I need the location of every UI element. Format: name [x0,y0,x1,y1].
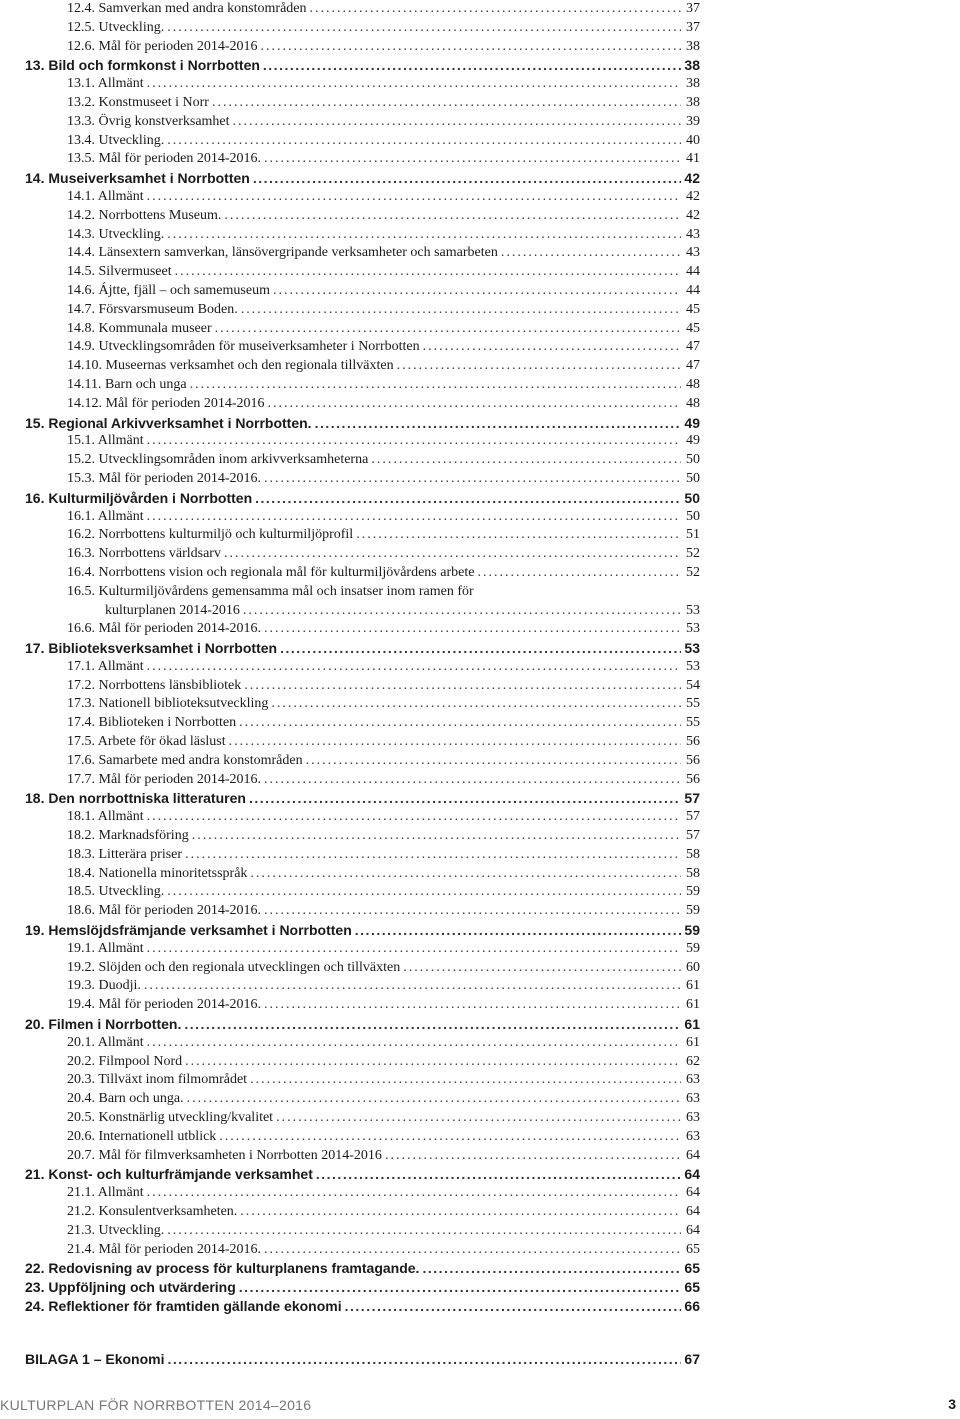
dot-leader [239,714,681,733]
toc-entry-label: 18.6. Mål för perioden 2014-2016. [67,903,262,919]
toc-subsection-entry [25,583,700,602]
toc-entry-page: 53 [686,602,700,618]
toc-entry-page: 61 [686,997,700,1013]
dot-leader [264,902,681,921]
dot-leader [212,94,681,113]
toc-entry-label: 14.7. Försvarsmuseum Boden. [67,301,238,317]
toc-entry-page: 61 [686,1034,700,1050]
dot-leader [147,75,681,94]
page-footer [0,1395,960,1419]
toc-entry-page: 40 [686,132,700,148]
toc-entry-page: 53 [686,658,700,674]
toc-subsection-entry [25,714,700,733]
dot-leader [147,808,681,827]
toc-subsection-entry [25,94,700,113]
toc-entry-label: BILAGA 1 – Ekonomi [25,1350,165,1367]
dot-leader [385,1147,681,1166]
toc-entry-page: 37 [686,19,700,35]
toc-entry-page: 59 [684,922,700,939]
toc-entry-label: 16.2. Norrbottens kulturmiljö och kulturmiljöprofil [67,527,354,543]
toc-entry-label: 14.5. Silvermuseet [67,264,172,280]
toc-entry-label: 19. Hemslöjdsfrämjande verksamhet i Norrbotten [25,922,352,939]
dot-leader [250,1071,681,1090]
toc-subsection-entry [25,1034,700,1053]
toc-entry-page: 56 [686,734,700,750]
dot-leader [240,1203,681,1222]
toc-subsection-entry [25,432,700,451]
toc-subsection-entry [25,0,700,19]
toc-entry-label: 14.4. Länsextern samverkan, länsövergripande verksamheter och samarbeten [67,245,498,261]
dot-leader [264,620,681,639]
toc-subsection-entry [25,150,700,169]
toc-entry-label: 13.3. Övrig konstverksamhet [67,113,230,129]
dot-leader [185,846,681,865]
dot-leader [239,1278,681,1297]
toc-entry-label: 17.4. Biblioteken i Norrbotten [67,715,237,731]
toc-entry-label: 16.4. Norrbottens vision och regionala mål för kulturmiljövårdens arbete [67,564,475,580]
toc-entry-page: 39 [686,113,700,129]
toc-section-entry [25,414,700,433]
toc-subsection-entry [25,1128,700,1147]
toc-entry-page: 42 [684,170,700,187]
toc-entry-page: 58 [686,846,700,862]
dot-leader [224,545,681,564]
toc-entry-page: 38 [684,57,700,74]
toc-subsection-entry [25,827,700,846]
toc-entry-label: 17.6. Samarbete med andra konstområden [67,752,303,768]
dot-leader [243,602,681,621]
toc-entry-page: 59 [686,940,700,956]
toc-subsection-entry [25,752,700,771]
toc-entry-page: 43 [686,245,700,261]
toc-entry-label: 16. Kulturmiljövården i Norrbotten [25,489,253,506]
toc-entry-label: 16.3. Norrbottens världsarv [67,546,221,562]
toc-entry-page: 53 [686,621,700,637]
toc-subsection-entry [25,959,700,978]
toc-entry-label: 16.6. Mål för perioden 2014-2016. [67,621,262,637]
toc-subsection-entry [25,19,700,38]
dot-leader [371,451,681,470]
toc-entry-label: 14.10. Museernas verksamhet och den regionala tillväxten [67,358,394,374]
toc-entry-label: 18.4. Nationella minoritetsspråk [67,865,248,881]
toc-subsection-entry [25,113,700,132]
toc-subsection-entry [25,188,700,207]
toc-entry-label: 20.3. Tillväxt inom filmområdet [67,1072,248,1088]
dot-leader [147,658,681,677]
toc-entry-page: 64 [686,1204,700,1219]
toc-entry-label: 17.2. Norrbottens länsbibliotek [67,677,242,693]
toc-subsection-entry [25,470,700,489]
toc-subsection-entry [25,451,700,470]
toc-entry-label: 19.3. Duodji. [67,978,141,994]
dot-leader [229,733,681,752]
toc-entry-label: 19.1. Allmänt [67,940,144,956]
toc-entry-page: 65 [686,1241,700,1257]
dot-leader [190,376,681,395]
dot-leader [477,564,681,583]
dot-leader [215,320,681,339]
toc-entry-label: 16.1. Allmänt [67,508,144,524]
toc-entry-page: 49 [686,433,700,449]
toc-subsection-entry [25,320,700,339]
toc-entry-label: 14.6. Ájtte, fjäll – och samemuseum [67,282,270,298]
toc-entry-label: 13. Bild och formkonst i Norrbotten [25,57,260,74]
toc-subsection-entry [25,526,700,545]
toc-subsection-entry [25,1090,700,1109]
toc-subsection-entry [25,695,700,714]
dot-leader [306,752,681,771]
toc-entry-label: 21. Konst- och kulturfrämjande verksamhet [25,1166,313,1183]
toc-entry-label: 20.6. Internationell utblick [67,1128,217,1144]
toc-section-entry [25,1165,700,1184]
toc-subsection-entry [25,677,700,696]
dot-leader [422,1259,681,1278]
toc-entry-label: 14.2. Norrbottens Museum. [67,207,222,223]
toc-entry-page: 37 [686,1,700,16]
toc-entry-page: 51 [686,527,700,543]
toc-subsection-entry [25,940,700,959]
dot-leader [264,470,681,489]
dot-leader [184,1015,681,1034]
toc-subsection-entry [25,996,700,1015]
dot-leader [273,282,681,301]
toc-entry-label: 20.2. Filmpool Nord [67,1053,183,1069]
toc-subsection-entry [25,508,700,527]
toc-entry-label: 14.3. Utveckling. [67,226,165,242]
toc-entry-page: 43 [686,226,700,242]
toc-entry-label: 13.1. Allmänt [67,76,144,92]
toc-appendix-entry [25,1350,700,1369]
dot-leader [147,432,681,451]
spacer [25,1316,700,1350]
dot-leader [253,169,681,188]
toc-subsection-entry [25,1147,700,1166]
dot-leader [264,150,681,169]
toc-entry-page: 61 [684,1016,700,1033]
dot-leader [316,1165,681,1184]
table-of-contents [25,0,700,1369]
toc-entry-page: 45 [686,301,700,317]
toc-section-entry [25,1015,700,1034]
toc-entry-page: 55 [686,696,700,712]
toc-entry-page: 64 [686,1185,700,1201]
dot-leader [144,977,681,996]
toc-entry-page: 42 [686,207,700,223]
toc-subsection-entry [25,38,700,57]
toc-entry-page: 60 [686,959,700,975]
dot-leader [167,226,681,245]
toc-section-entry [25,1297,700,1316]
toc-entry-page: 66 [684,1297,700,1314]
toc-entry-label: 22. Redovisning av process för kulturplanens framtagande. [25,1260,420,1277]
toc-subsection-entry [25,1184,700,1203]
toc-entry-page: 48 [686,376,700,392]
toc-entry-label: 17.1. Allmänt [67,658,144,674]
dot-leader [249,789,681,808]
dot-leader [345,1297,681,1316]
toc-entry-page: 52 [686,564,700,580]
toc-entry-page: 62 [686,1053,700,1069]
toc-subsection-entry [25,357,700,376]
dot-leader [315,414,681,433]
toc-entry-page: 38 [686,76,700,92]
toc-subsection-entry [25,883,700,902]
dot-leader [310,0,682,19]
dot-leader [280,639,681,658]
toc-subsection-entry [25,301,700,320]
toc-entry-label: 21.1. Allmänt [67,1185,144,1201]
dot-leader [397,357,681,376]
toc-entry-page: 57 [686,828,700,844]
dot-leader [185,1053,681,1072]
toc-entry-page: 50 [686,452,700,468]
toc-subsection-entry [25,620,700,639]
toc-entry-page: 55 [686,715,700,731]
toc-entry-label: 14.11. Barn och unga [67,376,187,392]
toc-entry-page: 65 [684,1260,700,1277]
toc-entry-page: 42 [686,188,700,204]
toc-entry-label: 21.2. Konsulentverksamheten. [67,1204,238,1219]
toc-entry-page: 38 [686,38,700,54]
dot-leader [175,263,681,282]
toc-subsection-entry [25,1071,700,1090]
toc-entry-label: 12.5. Utveckling. [67,19,165,35]
dot-leader [219,1128,681,1147]
dot-leader [224,207,681,226]
dot-leader [168,1350,681,1369]
toc-subsection-entry [25,846,700,865]
toc-entry-label: 21.3. Utveckling. [67,1222,165,1238]
toc-entry-label: 17.7. Mål för perioden 2014-2016. [67,771,262,787]
toc-entry-label: 24. Reflektioner för framtiden gällande ekonomi [25,1297,342,1314]
toc-entry-label: 14.12. Mål för perioden 2014-2016 [67,395,265,411]
toc-subsection-entry [25,1053,700,1072]
toc-section-entry [25,1259,700,1278]
dot-leader [264,1241,681,1260]
dot-leader [264,771,681,790]
dot-leader [276,1109,681,1128]
toc-subsection-entry [25,338,700,357]
toc-entry-page: 47 [686,358,700,374]
toc-entry-page: 56 [686,752,700,768]
toc-entry-page: 48 [686,395,700,411]
toc-entry-page: 47 [686,339,700,355]
dot-leader [147,1034,681,1053]
toc-entry-page: 38 [686,94,700,110]
toc-entry-page: 52 [686,546,700,562]
toc-entry-label: 16.5. Kulturmiljövårdens gemensamma mål och insatser inom ramen för [67,583,474,599]
toc-section-entry [25,639,700,658]
toc-section-entry [25,169,700,188]
dot-leader [244,677,681,696]
toc-subsection-entry [25,865,700,884]
toc-entry-label: 15.1. Allmänt [67,433,144,449]
toc-subsection-entry [25,75,700,94]
toc-subsection-entry [25,132,700,151]
toc-subsection-entry [25,545,700,564]
toc-entry-label: 15.3. Mål för perioden 2014-2016. [67,470,262,486]
toc-entry-label: 19.4. Mål för perioden 2014-2016. [67,997,262,1013]
dot-leader [241,301,681,320]
dot-leader [356,526,681,545]
toc-entry-page: 57 [684,790,700,807]
toc-entry-label: 17.3. Nationell biblioteksutveckling [67,696,269,712]
toc-entry-label: 23. Uppföljning och utvärdering [25,1279,236,1296]
toc-entry-page: 63 [686,1110,700,1126]
toc-entry-page: 53 [684,640,700,657]
toc-subsection-entry [25,244,700,263]
toc-entry-label: 18.3. Litterära priser [67,846,183,862]
toc-subsection-entry [25,902,700,921]
toc-entry-page: 50 [686,508,700,524]
toc-subsection-entry [25,1109,700,1128]
dot-leader [167,19,681,38]
toc-subsection-entry [25,376,700,395]
dot-leader [167,883,681,902]
toc-entry-label: 19.2. Slöjden och den regionala utvecklingen och tillväxten [67,959,401,975]
toc-entry-label: 13.2. Konstmuseet i Norr [67,94,209,110]
toc-entry-page: 56 [686,771,700,787]
toc-entry-label: kulturplanen 2014-2016 [105,602,240,618]
toc-subsection-entry [25,282,700,301]
toc-section-entry [25,1278,700,1297]
footer-page-number: 3 [948,1396,956,1412]
toc-entry-label: 20.7. Mål för filmverksamheten i Norrbotten 2014-2016 [67,1147,382,1163]
toc-entry-page: 67 [684,1350,700,1367]
dot-leader [355,921,681,940]
toc-entry-label: 20.1. Allmänt [67,1034,144,1050]
toc-subsection-entry [25,1241,700,1260]
dot-leader [264,996,681,1015]
toc-entry-label: 14.8. Kommunala museer [67,320,212,336]
toc-entry-page: 64 [686,1222,700,1238]
dot-leader [147,1184,681,1203]
toc-entry-label: 20. Filmen i Norrbotten. [25,1016,182,1033]
toc-entry-label: 18.5. Utveckling. [67,884,165,900]
toc-entry-page: 44 [686,264,700,280]
toc-entry-label: 14.9. Utvecklingsområden för museiverksamheter i Norrbotten [67,339,420,355]
toc-entry-page: 59 [686,884,700,900]
toc-section-entry [25,921,700,940]
toc-entry-page: 61 [686,978,700,994]
toc-entry-page: 64 [686,1147,700,1163]
toc-entry-page: 50 [686,470,700,486]
toc-entry-label: 15.2. Utvecklingsområden inom arkivverksamheterna [67,452,369,468]
toc-subsection-entry [25,808,700,827]
toc-entry-label: 14. Museiverksamhet i Norrbotten [25,170,250,187]
toc-entry-label: 20.5. Konstnärlig utveckling/kvalitet [67,1110,274,1126]
dot-leader [501,244,681,263]
toc-entry-page: 59 [686,903,700,919]
toc-subsection-entry [25,602,700,621]
toc-entry-page: 63 [686,1072,700,1088]
dot-leader [268,395,681,414]
toc-entry-page: 50 [684,489,700,506]
toc-entry-label: 21.4. Mål för perioden 2014-2016. [67,1241,262,1257]
dot-leader [423,338,681,357]
toc-entry-page: 58 [686,865,700,881]
toc-subsection-entry [25,263,700,282]
toc-entry-label: 12.4. Samverkan med andra konstområden [67,1,307,16]
toc-entry-label: 12.6. Mål för perioden 2014-2016 [67,38,258,54]
toc-entry-page: 64 [684,1166,700,1183]
dot-leader [233,113,681,132]
toc-subsection-entry [25,226,700,245]
toc-entry-label: 15. Regional Arkivverksamhet i Norrbotten. [25,414,312,431]
dot-leader [250,865,681,884]
dot-leader [147,508,681,527]
toc-subsection-entry [25,658,700,677]
toc-entry-page: 45 [686,320,700,336]
toc-entry-label: 18.2. Marknadsföring [67,828,189,844]
toc-subsection-entry [25,207,700,226]
dot-leader [187,1090,681,1109]
toc-subsection-entry [25,977,700,996]
toc-entry-label: 17.5. Arbete för ökad läslust [67,734,226,750]
toc-subsection-entry [25,733,700,752]
dot-leader [403,959,681,978]
toc-section-entry [25,789,700,808]
dot-leader [147,188,681,207]
dot-leader [263,56,681,75]
dot-leader [255,489,681,508]
toc-entry-label: 18. Den norrbottniska litteraturen [25,790,246,807]
toc-entry-page: 63 [686,1128,700,1144]
dot-leader [192,827,681,846]
toc-entry-label: 18.1. Allmänt [67,809,144,825]
toc-entry-label: 13.4. Utveckling. [67,132,165,148]
dot-leader [147,940,681,959]
dot-leader [271,695,681,714]
toc-entry-page: 54 [686,677,700,693]
dot-leader [167,132,681,151]
toc-entry-label: 20.4. Barn och unga. [67,1091,184,1107]
toc-section-entry [25,489,700,508]
toc-entry-label: 13.5. Mål för perioden 2014-2016. [67,151,262,167]
toc-subsection-entry [25,564,700,583]
toc-section-entry [25,56,700,75]
toc-entry-page: 41 [686,151,700,167]
toc-entry-page: 65 [684,1279,700,1296]
toc-subsection-entry [25,1222,700,1241]
toc-entry-page: 44 [686,282,700,298]
toc-entry-page: 63 [686,1091,700,1107]
toc-entry-label: 17. Biblioteksverksamhet i Norrbotten [25,640,278,657]
toc-subsection-entry [25,771,700,790]
toc-entry-page: 57 [686,809,700,825]
toc-entry-page: 49 [684,414,700,431]
dot-leader [261,38,681,57]
toc-subsection-entry [25,1203,700,1222]
toc-subsection-entry [25,395,700,414]
toc-entry-label: 14.1. Allmänt [67,188,144,204]
footer-document-title: KULTURPLAN FÖR NORRBOTTEN 2014–2016 [0,1397,312,1413]
dot-leader [167,1222,681,1241]
